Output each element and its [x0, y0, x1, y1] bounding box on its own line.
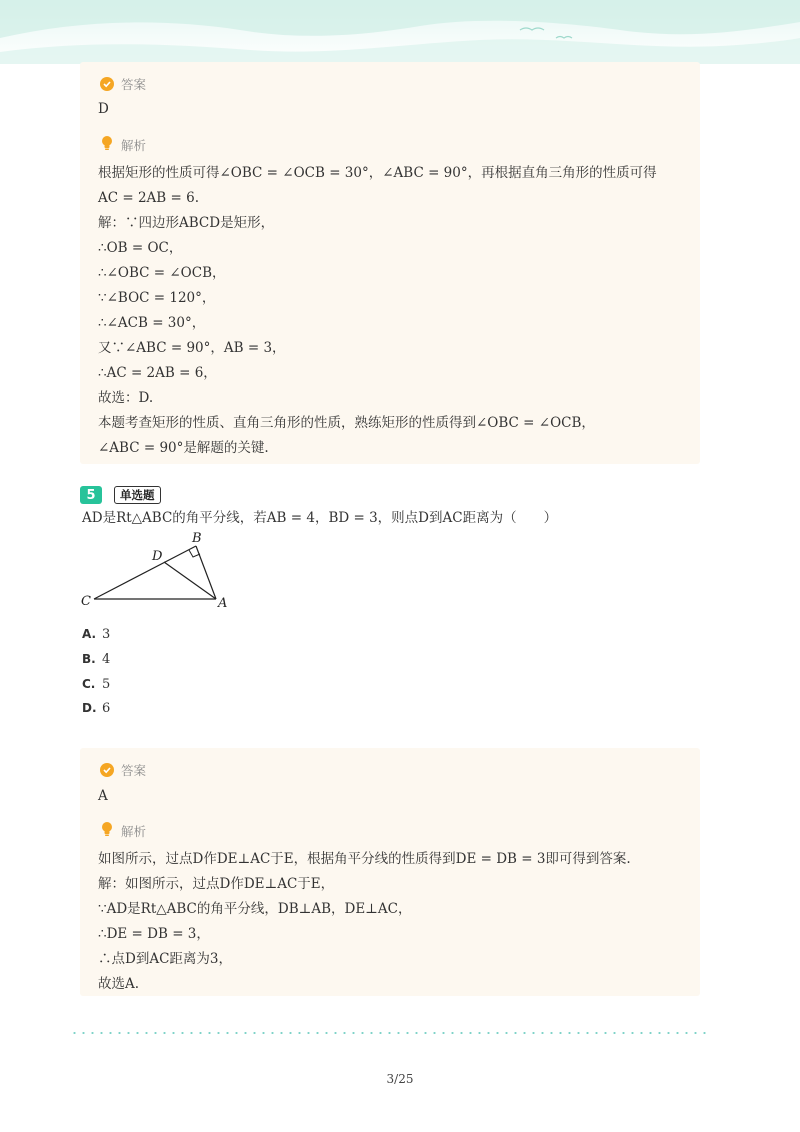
answer-header	[100, 761, 146, 779]
header-banner	[0, 0, 800, 64]
analysis-line: ∵AD是Rt△ABC的角平分线，DB⊥AB，DE⊥AC，	[98, 901, 412, 917]
question-number-badge: 5	[80, 486, 102, 504]
option-a[interactable]	[82, 627, 110, 642]
option-text: 6	[102, 701, 111, 716]
analysis-line: 根据矩形的性质可得∠OBC = ∠OCB = 30°，∠ABC = 90°，再根据直角三角形的性质可得	[98, 165, 657, 181]
answer-panel-2	[80, 748, 700, 996]
option-letter: A.	[82, 627, 97, 641]
option-text: 3	[102, 627, 111, 642]
vertex-label-d: D	[152, 549, 163, 564]
analysis-line: ∴∠ACB = 30°，	[98, 315, 206, 331]
analysis-line: ∴点D到AC距离为3，	[98, 951, 232, 967]
question-stem: AD是Rt△ABC的角平分线，若AB = 4，BD = 3，则点D到AC距离为（ ）	[82, 510, 558, 526]
vertex-label-b: B	[192, 531, 202, 546]
question-type-badge: 单选题	[114, 486, 161, 504]
analysis-line: ∵∠BOC = 120°，	[98, 290, 216, 306]
analysis-label: 解析	[121, 138, 147, 153]
option-letter: C.	[82, 677, 96, 691]
analysis-line: ∴∠OBC = ∠OCB，	[98, 265, 226, 281]
option-d[interactable]	[82, 701, 110, 716]
analysis-line: ∴OB = OC，	[98, 240, 183, 256]
lightbulb-icon	[100, 135, 114, 155]
analysis-line: 又∵∠ABC = 90°，AB = 3，	[98, 340, 286, 356]
analysis-line: 本题考查矩形的性质、直角三角形的性质，熟练矩形的性质得到∠OBC = ∠OCB，	[98, 415, 595, 431]
option-b[interactable]	[82, 652, 110, 667]
answer-label: 答案	[121, 763, 147, 778]
answer-panel-1	[80, 62, 700, 464]
analysis-line: 故选A.	[98, 976, 140, 992]
analysis-header	[100, 136, 146, 154]
page-number: 3/25	[386, 1072, 414, 1086]
analysis-line: 解：如图所示，过点D作DE⊥AC于E，	[98, 876, 335, 892]
analysis-line: 解：∵四边形ABCD是矩形，	[98, 215, 275, 231]
analysis-line: ∴AC = 2AB = 6，	[98, 365, 217, 381]
analysis-label: 解析	[121, 824, 147, 839]
option-letter: B.	[82, 652, 96, 666]
option-text: 4	[102, 652, 111, 667]
triangle-diagram	[78, 526, 238, 616]
check-badge-icon	[100, 763, 114, 777]
vertex-label-a: A	[218, 596, 228, 611]
option-text: 5	[102, 677, 111, 692]
analysis-line: 如图所示，过点D作DE⊥AC于E，根据角平分线的性质得到DE = DB = 3即可得到答案.	[98, 851, 631, 867]
dotted-divider	[70, 1032, 710, 1034]
answer-value: D	[98, 101, 109, 117]
analysis-line: AC = 2AB = 6.	[98, 190, 200, 206]
analysis-line: ∴DE = DB = 3，	[98, 926, 210, 942]
analysis-header	[100, 822, 146, 840]
analysis-line: 故选：D.	[98, 390, 154, 406]
vertex-label-c: C	[81, 594, 91, 609]
analysis-line: ∠ABC = 90°是解题的关键.	[98, 440, 269, 456]
lightbulb-icon	[100, 821, 114, 841]
answer-label: 答案	[121, 77, 147, 92]
option-c[interactable]	[82, 677, 110, 692]
option-letter: D.	[82, 701, 97, 715]
answer-value: A	[98, 788, 108, 804]
check-badge-icon	[100, 77, 114, 91]
answer-header	[100, 75, 146, 93]
